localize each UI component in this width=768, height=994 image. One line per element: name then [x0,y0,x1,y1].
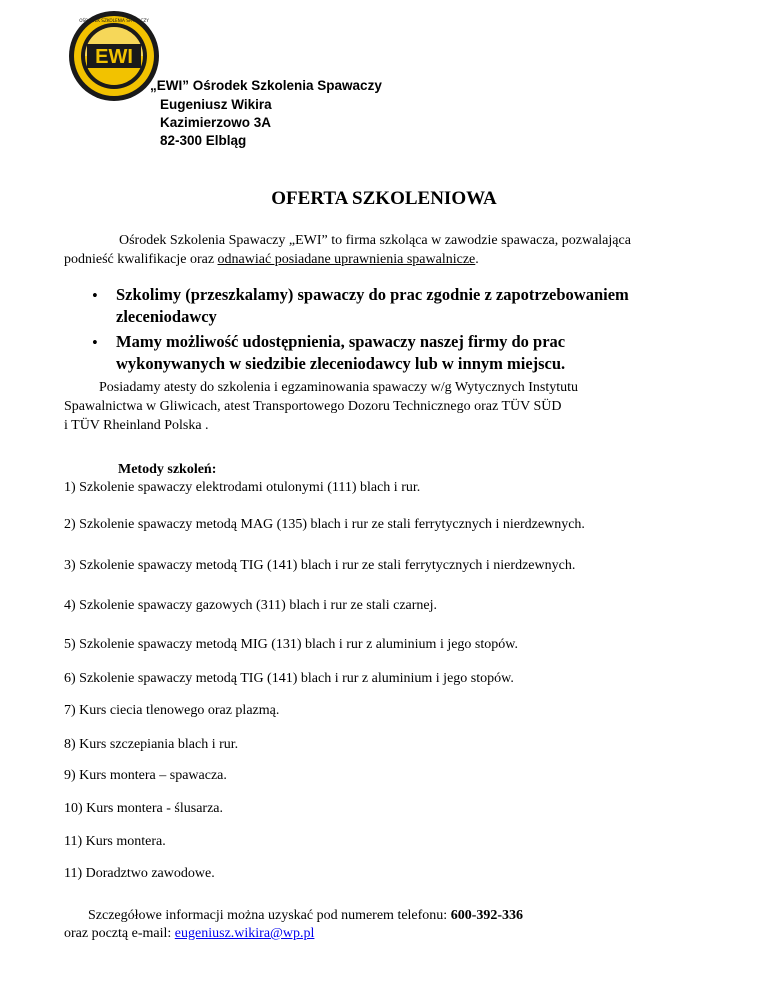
method-item: 10) Kurs montera - ślusarza. [64,801,224,816]
method-item: 5) Szkolenie spawaczy metodą MIG (131) blach i rur z aluminium i jego stopów. [64,637,518,652]
intro-line-1: Ośrodek Szkolenia Spawaczy „EWI” to firma szkoląca w zawodzie spawacza, pozwalająca [119,233,631,248]
company-name: „EWI” Ośrodek Szkolenia Spawaczy [150,78,382,93]
method-item: 9) Kurs montera – spawacza. [64,768,227,783]
bullet-dot-2: • [92,333,98,352]
bullet-2-line-1: Mamy możliwość udostępnienia, spawaczy naszej firmy do prac [116,332,566,351]
method-item: 2) Szkolenie spawaczy metodą MAG (135) blach i rur ze stali ferrytycznych i nierdzewnych. [64,517,585,532]
address-city: 82-300 Elbląg [160,133,247,148]
contact-email-label: oraz pocztą e-mail: [64,926,175,941]
attests-line-2: Spawalnictwa w Gliwicach, atest Transportowego Dozoru Technicznego oraz TÜV SÜD [64,399,562,414]
logo-text: EWI [95,46,133,68]
intro-underlined: odnawiać posiadane uprawnienia spawalnicze [217,252,476,267]
method-item: 11) Kurs montera. [64,834,166,849]
contact-line-1 [88,907,523,925]
owner-name: Eugeniusz Wikira [160,97,272,112]
contact-email-link[interactable]: eugeniusz.wikira@wp.pl [174,926,315,941]
method-item: 3) Szkolenie spawaczy metodą TIG (141) blach i rur ze stali ferrytycznych i nierdzewnych. [64,558,576,573]
page-title: OFERTA SZKOLENIOWA [271,188,497,209]
bullet-2-line-2: wykonywanych w siedzibie zleceniodawcy lub w innym miejscu. [116,354,566,373]
method-item: 11) Doradztwo zawodowe. [64,866,215,881]
attests-line-1: Posiadamy atesty do szkolenia i egzaminowania spawaczy w/g Wytycznych Instytutu [99,380,579,395]
address-street: Kazimierzowo 3A [160,115,272,130]
method-item: 4) Szkolenie spawaczy gazowych (311) blach i rur ze stali czarnej. [64,598,438,613]
methods-heading: Metody szkoleń: [118,462,217,477]
contact-phone: 600-392-336 [450,908,524,923]
ewi-logo [68,10,160,102]
intro-line-2-plain: podnieść kwalifikacje oraz [64,252,218,267]
method-item: 1) Szkolenie spawaczy elektrodami otulonymi (111) blach i rur. [64,480,421,495]
logo-ring-text: OŚRODEK SZKOLENIA SPAWACZY [79,18,149,23]
method-item: 6) Szkolenie spawaczy metodą TIG (141) blach i rur z aluminium i jego stopów. [64,671,514,686]
method-item: 7) Kurs ciecia tlenowego oraz plazmą. [64,703,280,718]
intro-line-2 [64,251,479,269]
bullet-1-line-2: zleceniodawcy [116,307,217,326]
attests-line-3: i TÜV Rheinland Polska . [64,418,209,433]
intro-line-2-end: . [475,252,479,267]
bullet-1-line-1: Szkolimy (przeszkalamy) spawaczy do prac zgodnie z zapotrzebowaniem [116,285,629,304]
method-item: 8) Kurs szczepiania blach i rur. [64,737,239,752]
bullet-dot-1: • [92,286,98,305]
contact-line-2 [64,925,314,943]
contact-phone-label: Szczegółowe informacji można uzyskać pod numerem telefonu: [88,908,451,923]
